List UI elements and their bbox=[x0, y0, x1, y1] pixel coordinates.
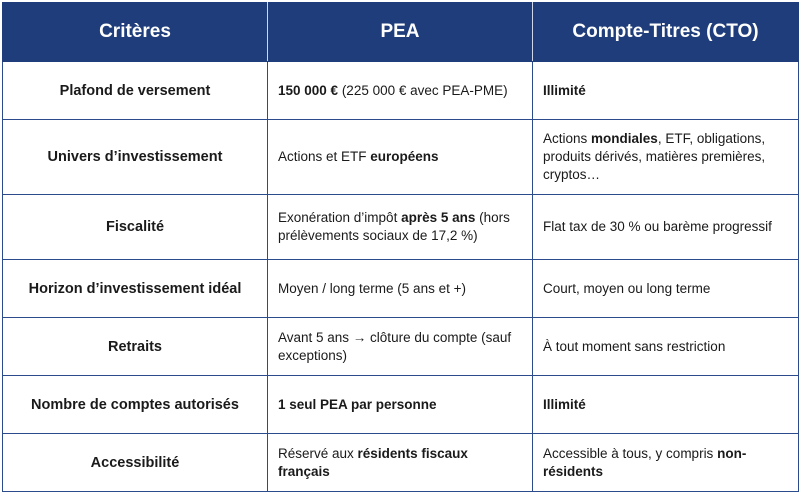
pea-univers bbox=[268, 120, 533, 195]
pea-accessibilite bbox=[268, 434, 533, 492]
header-cto: Compte-Titres (CTO) bbox=[533, 3, 799, 62]
pea-plafond-bold: 150 000 € bbox=[278, 82, 339, 98]
table-row-univers bbox=[3, 120, 799, 195]
cto-univers-bold: mondiales bbox=[591, 131, 658, 146]
cto-horizon: Court, moyen ou long terme bbox=[533, 260, 799, 318]
cto-univers-pre: Actions bbox=[543, 131, 592, 146]
cto-accessibilite-pre: Accessible à tous, y compris bbox=[543, 445, 718, 461]
criterion-fiscalite: Fiscalité bbox=[3, 195, 268, 260]
table-row-accessibilite bbox=[3, 434, 799, 492]
pea-univers-text: Actions et ETF bbox=[278, 149, 371, 164]
criterion-nombre: Nombre de comptes autorisés bbox=[3, 376, 268, 434]
table-row-retraits bbox=[3, 318, 799, 376]
pea-univers-bold: européens bbox=[370, 149, 439, 164]
pea-horizon: Moyen / long terme (5 ans et +) bbox=[268, 260, 533, 318]
comparison-table bbox=[2, 2, 799, 492]
pea-plafond bbox=[268, 62, 533, 120]
criterion-accessibilite: Accessibilité bbox=[3, 434, 268, 492]
table-row-plafond bbox=[3, 62, 799, 120]
cto-accessibilite bbox=[533, 434, 799, 492]
criterion-horizon: Horizon d’investissement idéal bbox=[3, 260, 268, 318]
header-pea: PEA bbox=[268, 3, 533, 62]
table-row-fiscalite bbox=[3, 195, 799, 260]
cto-nombre bbox=[533, 376, 799, 434]
cto-univers-text: , ETF, obligations, produits dérivés, matières premières, cryptos… bbox=[543, 131, 766, 182]
cto-accessibilite-bold: non-résidents bbox=[543, 445, 747, 479]
cto-univers bbox=[533, 120, 799, 195]
cto-plafond-bold: Illimité bbox=[543, 82, 586, 98]
criterion-retraits: Retraits bbox=[3, 318, 268, 376]
pea-nombre bbox=[268, 376, 533, 434]
table-row-nombre bbox=[3, 376, 799, 434]
pea-nombre-bold: 1 seul PEA par personne bbox=[278, 396, 437, 412]
cto-plafond bbox=[533, 62, 799, 120]
comparison-table-wrapper bbox=[2, 2, 798, 492]
table-row-horizon bbox=[3, 260, 799, 318]
pea-plafond-text: (225 000 € avec PEA-PME) bbox=[338, 82, 508, 98]
cto-nombre-bold: Illimité bbox=[543, 396, 586, 412]
criterion-univers: Univers d’investissement bbox=[3, 120, 268, 195]
pea-accessibilite-pre: Réservé aux bbox=[278, 445, 358, 461]
criterion-plafond: Plafond de versement bbox=[3, 62, 268, 120]
pea-fiscalite bbox=[268, 195, 533, 260]
pea-accessibilite-bold: résidents fiscaux français bbox=[278, 445, 468, 479]
pea-fiscalite-bold: après 5 ans bbox=[401, 210, 476, 225]
pea-retraits: Avant 5 ans → clôture du compte (sauf exceptions) bbox=[268, 318, 533, 376]
pea-fiscalite-pre: Exonération d’impôt bbox=[278, 210, 402, 225]
header-criteres: Critères bbox=[3, 3, 268, 62]
pea-fiscalite-text: (hors prélèvements sociaux de 17,2 %) bbox=[278, 210, 510, 243]
table-header-row bbox=[3, 3, 799, 62]
cto-retraits: À tout moment sans restriction bbox=[533, 318, 799, 376]
cto-fiscalite: Flat tax de 30 % ou barème progressif bbox=[533, 195, 799, 260]
